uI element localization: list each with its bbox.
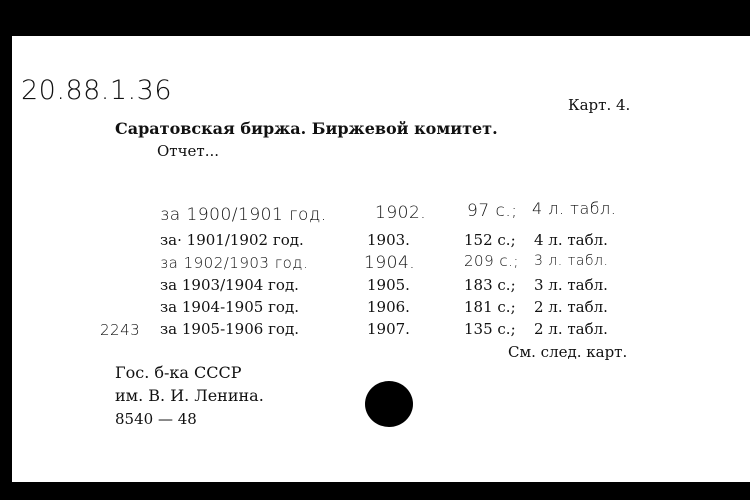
row-year: 1905. [367, 276, 410, 294]
row-pages: 135 с.; [464, 320, 516, 338]
row-period: за 1900/1901 год. [160, 205, 327, 225]
row-pages: 97 с.; [467, 201, 518, 221]
card-label: Карт. 4. [568, 96, 631, 114]
row-year: 1902. [375, 203, 427, 223]
row-period: за 1904-1905 год. [160, 298, 299, 316]
row-plates: 4 л. табл. [532, 199, 617, 218]
catalog-card [12, 36, 750, 482]
row-year: 1904. [364, 253, 416, 273]
row-period: за 1902/1903 год. [160, 254, 309, 272]
row-pages: 209 с.; [464, 252, 519, 270]
see-next-card: См. след. карт. [508, 343, 628, 361]
row-handwritten-number: 2243 [100, 321, 141, 339]
row-period: за 1905-1906 год. [160, 320, 299, 338]
library-name-line2: им. В. И. Ленина. [115, 386, 264, 405]
row-plates: 2 л. табл. [534, 320, 608, 338]
row-period: за· 1901/1902 год. [160, 231, 304, 249]
row-year: 1903. [367, 231, 410, 249]
row-pages: 183 с.; [464, 276, 516, 294]
row-year: 1906. [367, 298, 410, 316]
row-plates: 4 л. табл. [534, 231, 608, 249]
row-plates: 2 л. табл. [534, 298, 608, 316]
card-title: Саратовская биржа. Биржевой комитет. [115, 119, 498, 138]
row-pages: 181 с.; [464, 298, 516, 316]
row-plates: 3 л. табл. [534, 253, 609, 269]
row-pages: 152 с.; [464, 231, 516, 249]
row-year: 1907. [367, 320, 410, 338]
call-number: 20.88.1.36 [21, 75, 172, 106]
print-code: 8540 — 48 [115, 410, 197, 428]
row-plates: 3 л. табл. [534, 276, 608, 294]
card-subtitle: Отчет... [157, 142, 219, 160]
row-period: за 1903/1904 год. [160, 276, 299, 294]
punch-hole [365, 381, 413, 427]
library-name: Гос. б-ка СССР [115, 363, 242, 382]
